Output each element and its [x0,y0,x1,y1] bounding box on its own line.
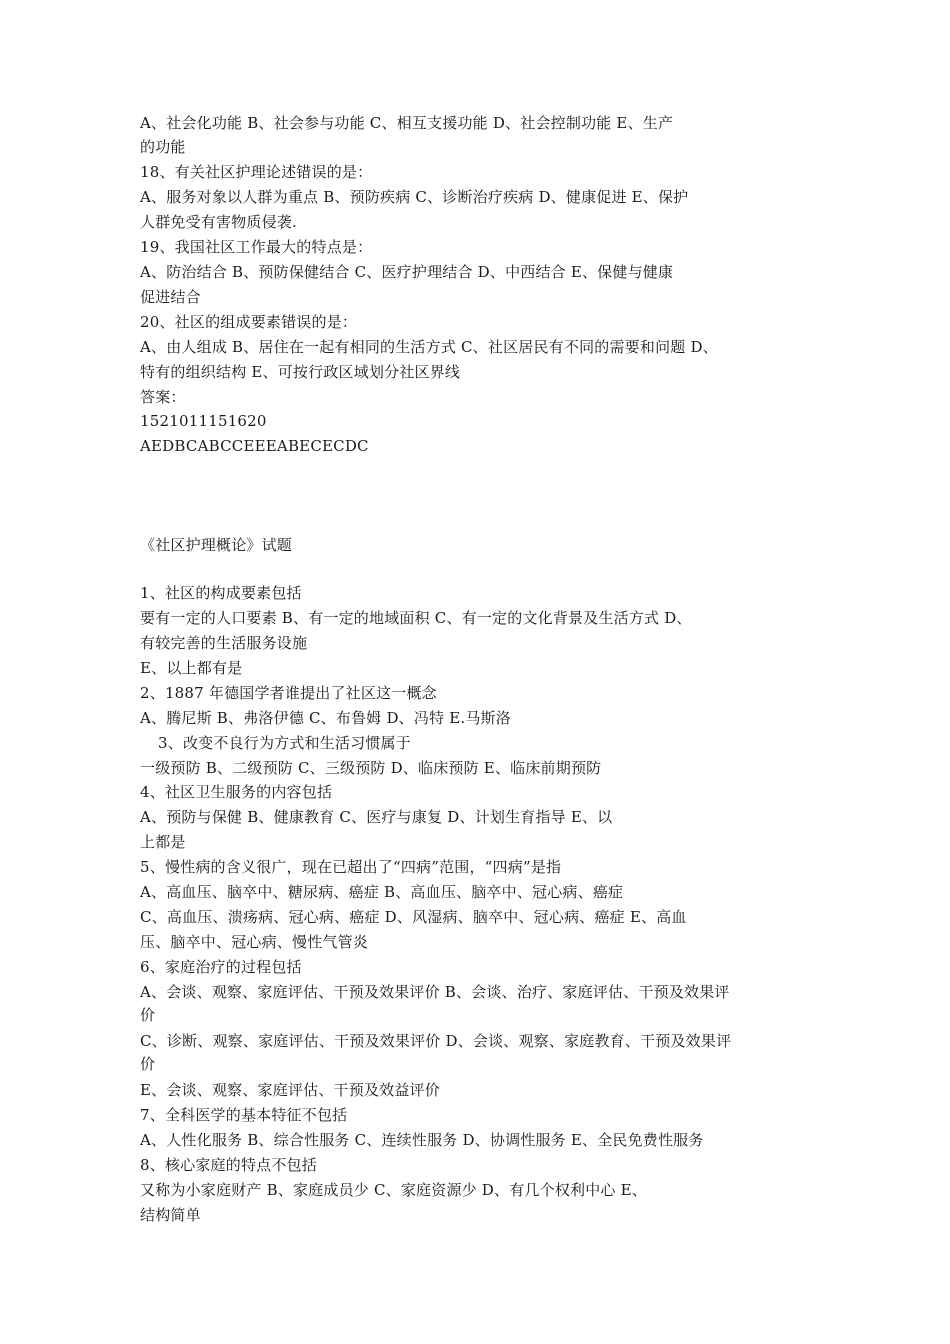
q19-options-line1: A、防治结合 B、预防保健结合 C、医疗护理结合 D、中西结合 E、保健与健康 [140,263,674,281]
q19-options-line2: 促进结合 [140,288,201,306]
q20-options-line1: A、由人组成 B、居住在一起有相同的生活方式 C、社区居民有不同的需要和问题 D、 [140,338,718,356]
q8-options-line2: 结构简单 [140,1206,201,1224]
q2-question: 2、1887 年德国学者谁提出了社区这一概念 [140,684,437,702]
q4-options-line1: A、预防与保健 B、健康教育 C、医疗与康复 D、计划生育指导 E、以 [140,808,613,826]
q5-options-line2: C、高血压、溃疡病、冠心病、癌症 D、风湿病、脑卒中、冠心病、癌症 E、高血 [140,908,687,926]
q18-options-line1: A、服务对象以人群为重点 B、预防疾病 C、诊断治疗疾病 D、健康促进 E、保护 [140,188,689,206]
q5-question: 5、慢性病的含义很广，现在已超出了“四病”范围，“四病”是指 [140,858,562,876]
q6-options-line2: 价 [140,1006,156,1024]
q4-options-line2: 上都是 [140,833,186,851]
answer-label: 答案： [140,388,186,406]
q19-question: 19、我国社区工作最大的特点是： [140,238,373,256]
q17-options-line1: A、社会化功能 B、社会参与功能 C、相互支援功能 D、社会控制功能 E、生产 [140,114,674,132]
q17-options-line2: 的功能 [140,138,186,156]
q1-question: 1、社区的构成要素包括 [140,584,302,602]
q5-options-line3: 压、脑卒中、冠心病、慢性气管炎 [140,933,369,951]
q1-options-line3: E、以上都有是 [140,659,243,677]
q18-question: 18、有关社区护理论述错误的是： [140,163,373,181]
q20-options-line2: 特有的组织结构 E、可按行政区域划分社区界线 [140,363,461,381]
q4-question: 4、社区卫生服务的内容包括 [140,783,333,801]
q6-options-line3: C、诊断、观察、家庭评估、干预及效果评价 D、会谈、观察、家庭教育、干预及效果评 [140,1032,732,1050]
q6-options-line1: A、会谈、观察、家庭评估、干预及效果评价 B、会谈、治疗、家庭评估、干预及效果评 [140,983,730,1001]
q1-options-line2: 有较完善的生活服务设施 [140,634,308,652]
answer-key: AEDBCABCCEEEABECECDC [140,437,369,455]
q2-options: A、腾尼斯 B、弗洛伊德 C、布鲁姆 D、冯特 E.马斯洛 [140,709,511,727]
quiz-title: 《社区护理概论》试题 [140,536,293,554]
q7-question: 7、全科医学的基本特征不包括 [140,1106,348,1124]
q3-options: 一级预防 B、二级预防 C、三级预防 D、临床预防 E、临床前期预防 [140,759,602,777]
q6-options-line4: 价 [140,1055,156,1073]
q6-question: 6、家庭治疗的过程包括 [140,958,302,976]
q8-options-line1: 又称为小家庭财产 B、家庭成员少 C、家庭资源少 D、有几个权利中心 E、 [140,1181,647,1199]
answer-numbers: 1521011151620 [140,412,267,430]
q8-question: 8、核心家庭的特点不包括 [140,1156,317,1174]
q7-options: A、人性化服务 B、综合性服务 C、连续性服务 D、协调性服务 E、全民免费性服务 [140,1131,704,1149]
q6-options-line5: E、会谈、观察、家庭评估、干预及效益评价 [140,1081,440,1099]
q20-question: 20、社区的组成要素错误的是： [140,313,358,331]
q1-options-line1: 要有一定的人口要素 B、有一定的地域面积 C、有一定的文化背景及生活方式 D、 [140,609,692,627]
q3-question: 3、改变不良行为方式和生活习惯属于 [158,734,411,752]
q5-options-line1: A、高血压、脑卒中、糖尿病、癌症 B、高血压、脑卒中、冠心病、癌症 [140,883,624,901]
q18-options-line2: 人群免受有害物质侵袭. [140,213,297,231]
